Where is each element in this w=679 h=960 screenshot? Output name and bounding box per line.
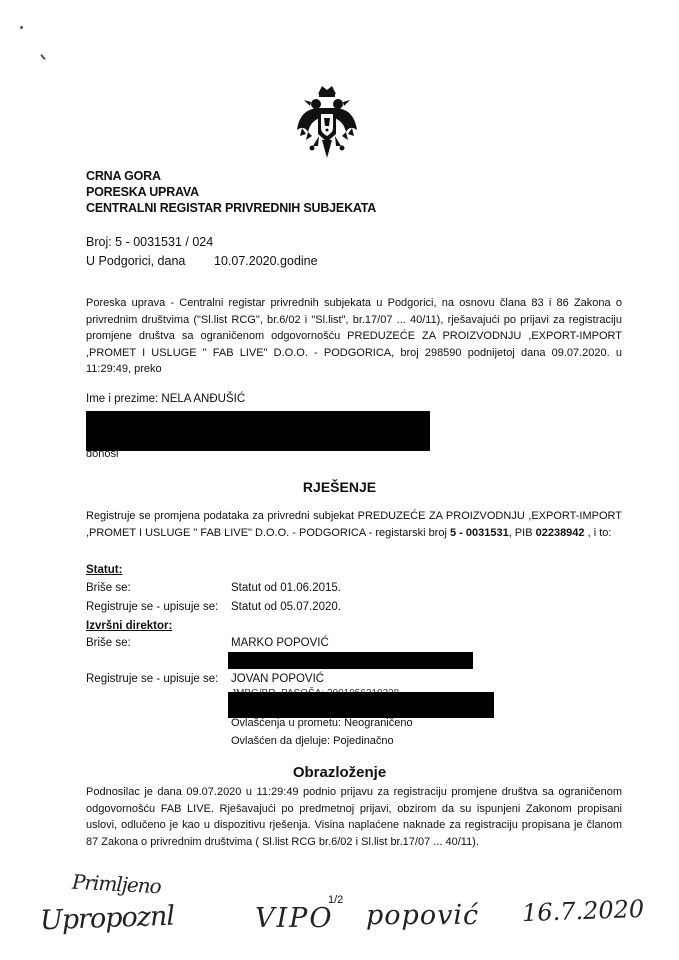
page-number: 1/2 [328,894,344,906]
director-delete-label: Briše se: [86,637,131,649]
director-add-value: JOVAN POPOVIĆ [231,673,325,685]
redaction-bar [86,411,430,451]
handwritten-date: 16.7.2020 [521,894,645,928]
director-heading: Izvršni direktor: [86,620,173,632]
handwritten-signature: Upropoznl [39,900,175,937]
director-authority: Ovlašćenja u prometu: Neograničeno [231,717,413,729]
statut-delete-value: Statut od 01.06.2015. [231,582,341,594]
applicant-name: Ime i prezime: NELA ANĐUŠIĆ [86,393,246,405]
document-date: 10.07.2020.godine [214,254,318,268]
rjesenje-text: Registruje se promjena podataka za privredni subjekat PREDUZEĆE ZA PROIZVODNJU ,EXPORT-IMPORT ,PROMET I USLUGE " FAB LIVE" D.O.O. - PODGORICA - registarski broj [86,510,622,539]
handwritten-note-received: Primljeno [71,869,162,899]
coat-of-arms-icon [296,84,358,162]
statut-add-label: Registruje se - upisuje se: [86,601,219,613]
obrazlozenje-paragraph: Podnosilac je dana 09.07.2020 u 11:29:49 podnio prijavu za registraciju promjene društva sa ograničenom odgovornošću FAB LIVE. Rješavajući po predmetnoj prijavi, obzirom da su ispunjeni Zakonom propisani uslovi, odlučeno je kao u dispozitivu rješenja. Visina naplaćene naknade za registraciju propisana je članom 87 Zakona o privrednim društvima ( Sl.list RCG br.6/02 i Sl.list br.17/07 ... 40/11). [86,786,622,848]
rjesenje-text-pib-label: , PIB [508,526,536,539]
intro-paragraph: Poreska uprava - Centralni registar privrednih subjekata u Podgorici, na osnovu člana 83 i 86 Zakona o privrednim društvima ("Sl.list RCG", br.6/02 i "Sl.list", br.17/07 ... 40/11), rješavajući po prijavi za registraciju promjene društva sa ograničenom odgovornošću PREDUZEĆE ZA PROIZVODNJU ,EXPORT-IMPORT ,PROMET I USLUGE " FAB LIVE" D.O.O. - PODGORICA, broj 298590 podnijetoj dana 09.07.2020. u 11:29:49, preko [86,297,622,375]
header-registry: CENTRALNI REGISTAR PRIVREDNIH SUBJEKATA [86,201,377,215]
document-place: U Podgorici, dana [86,254,186,268]
obrazlozenje-title: Obrazloženje [292,764,387,781]
statut-heading: Statut: [86,564,123,576]
redaction-bar [228,652,473,669]
statut-delete-label: Briše se: [86,582,131,594]
donosi-text: donosi [86,448,119,460]
handwritten-surname: popović [366,900,480,931]
header-authority: PORESKA UPRAVA [86,185,199,199]
director-delete-value: MARKO POPOVIĆ [231,637,329,649]
handwritten-name-vipo: VIPO [255,903,334,934]
redaction-bar [228,692,494,718]
scan-speck [40,54,45,60]
director-add-label: Registruje se - upisuje se: [86,673,219,685]
document-number: Broj: 5 - 0031531 / 024 [86,235,214,249]
statut-add-value: Statut od 05.07.2020. [231,601,341,613]
rjesenje-paragraph [86,508,622,541]
director-act: Ovlašćen da djeluje: Pojedinačno [231,735,394,747]
rjesenje-text-end: , i to: [584,526,612,539]
pib-number: 02238942 [535,526,585,539]
rjesenje-title: RJEŠENJE [302,479,377,495]
registry-number: 5 - 0031531 [449,526,509,539]
header-country: CRNA GORA [86,169,161,183]
scan-speck [20,26,23,29]
